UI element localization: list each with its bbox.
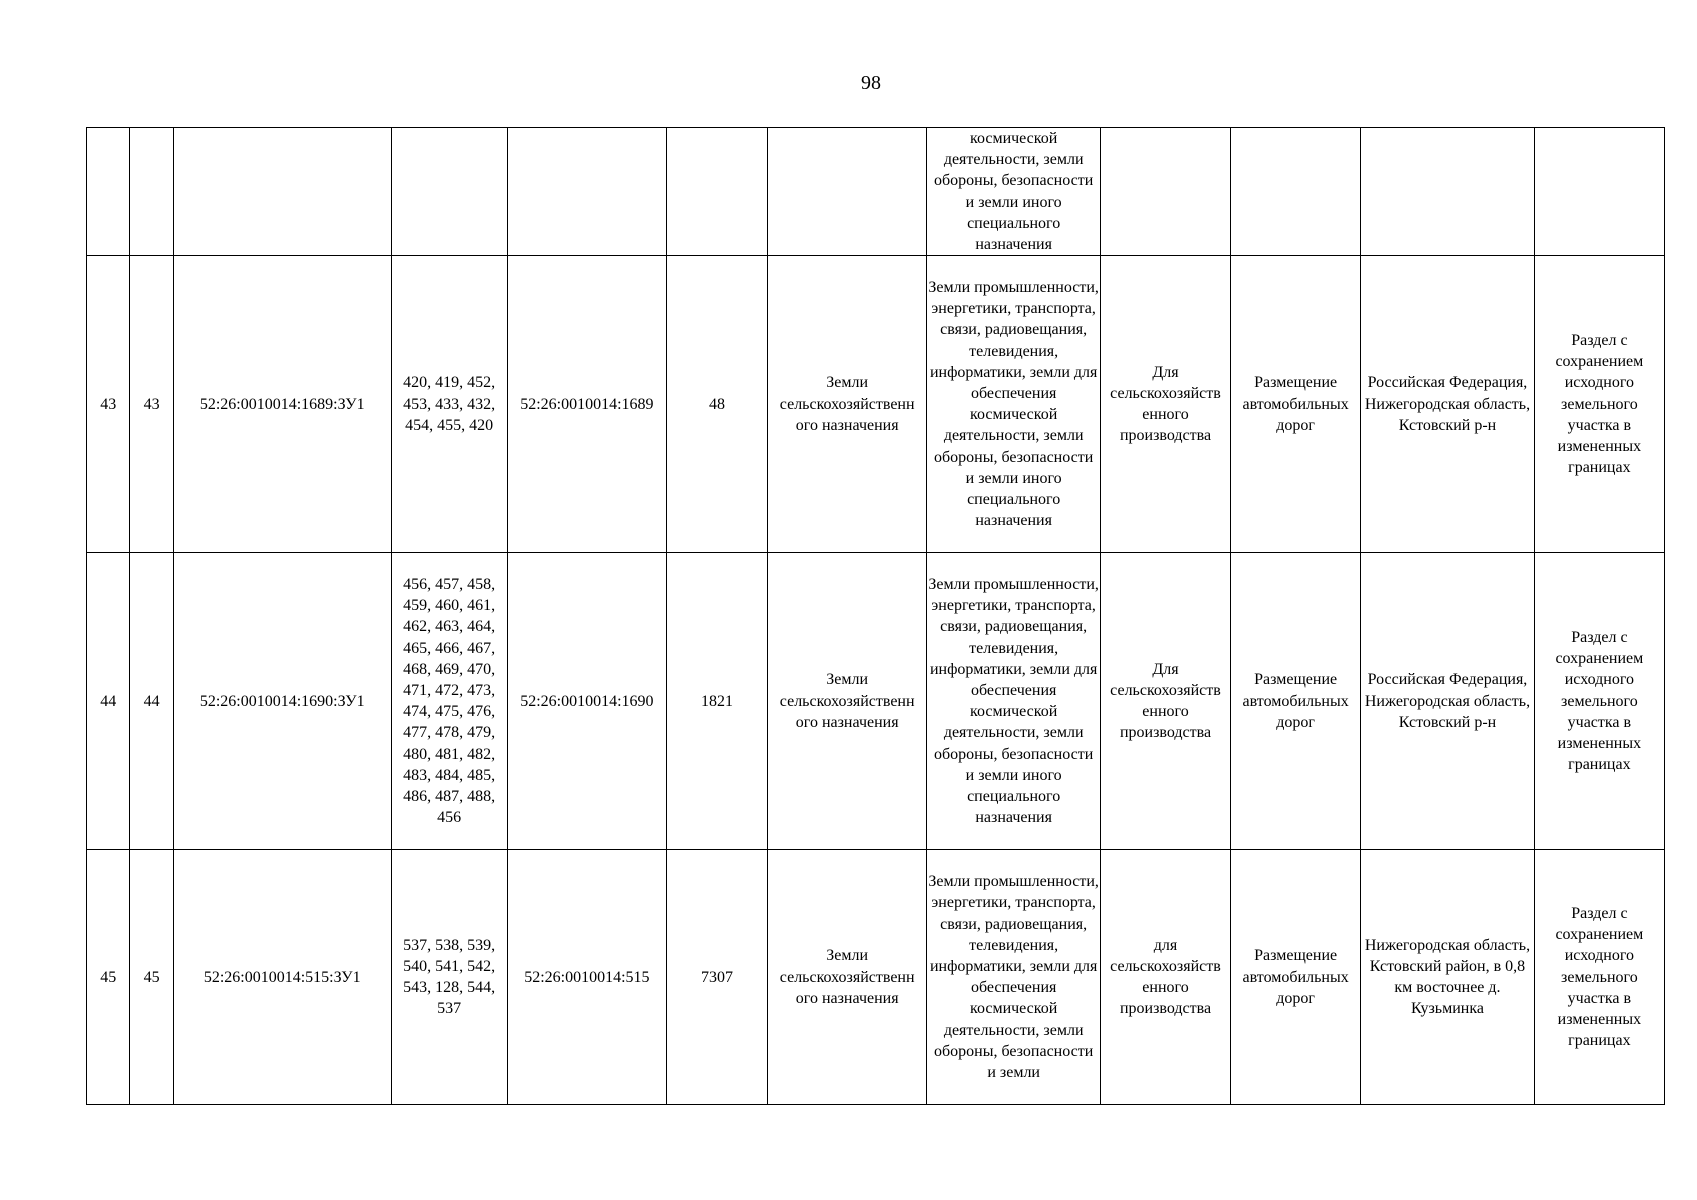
method-cell: Раздел с сохранением исходного земельного участка в измененных границах [1534, 256, 1664, 553]
category-from-cell: Земли сельскохозяйственн ого назначения [767, 850, 926, 1105]
row-number-cell: 44 [130, 553, 173, 850]
row-number-cell: 43 [87, 256, 130, 553]
method-cell: Раздел с сохранением исходного земельного участка в измененных границах [1534, 553, 1664, 850]
category-from-cell: Земли сельскохозяйственн ого назначения [767, 553, 926, 850]
location-cell: Нижегородская область, Кстовский район, в 0,8 км восточнее д. Кузьминка [1361, 850, 1535, 1105]
location-cell: Российская Федерация, Нижегородская область, Кстовский р-н [1361, 553, 1535, 850]
method-cell: Раздел с сохранением исходного земельного участка в измененных границах [1534, 850, 1664, 1105]
category-to-cell: Земли промышленности, энергетики, транспорта, связи, радиовещания, телевидения, информатики, земли для обеспечения космической деятельности, земли обороны, безопасности и земли иного специального назначения [927, 256, 1101, 553]
area-cell: 48 [667, 256, 768, 553]
table-row [87, 128, 1665, 256]
permitted-use-cell: для сельскохозяйств енного производства [1100, 850, 1230, 1105]
location-cell: Российская Федерация, Нижегородская область, Кстовский р-н [1361, 256, 1535, 553]
table-cell [391, 128, 507, 256]
row-number-cell: 45 [87, 850, 130, 1105]
table-row [87, 256, 1665, 553]
points-cell: 420, 419, 452, 453, 433, 432, 454, 455, 420 [391, 256, 507, 553]
source-plot-cell: 52:26:0010014:1690 [507, 553, 666, 850]
table-cell [1361, 128, 1535, 256]
source-plot-cell: 52:26:0010014:1689 [507, 256, 666, 553]
permitted-use-cell: Для сельскохозяйств енного производства [1100, 256, 1230, 553]
purpose-cell: Размещение автомобильных дорог [1231, 256, 1361, 553]
points-cell: 456, 457, 458, 459, 460, 461, 462, 463, 464, 465, 466, 467, 468, 469, 470, 471, 472, 473, 474, 475, 476, 477, 478, 479, 480, 481, 482, 483, 484, 485, 486, 487, 488, 456 [391, 553, 507, 850]
new-plot-cell: 52:26:0010014:1689:ЗУ1 [173, 256, 391, 553]
page-number: 98 [861, 72, 881, 94]
permitted-use-cell: Для сельскохозяйств енного производства [1100, 553, 1230, 850]
new-plot-cell: 52:26:0010014:1690:ЗУ1 [173, 553, 391, 850]
table-cell [667, 128, 768, 256]
table-cell [767, 128, 926, 256]
table-cell [507, 128, 666, 256]
new-plot-cell: 52:26:0010014:515:ЗУ1 [173, 850, 391, 1105]
purpose-cell: Размещение автомобильных дорог [1231, 553, 1361, 850]
table-cell [87, 128, 130, 256]
points-cell: 537, 538, 539, 540, 541, 542, 543, 128, 544, 537 [391, 850, 507, 1105]
area-cell: 7307 [667, 850, 768, 1105]
land-plots-table [86, 127, 1665, 1105]
table-row [87, 553, 1665, 850]
table-cell [1534, 128, 1664, 256]
table-cell [1231, 128, 1361, 256]
category-to-cell: Земли промышленности, энергетики, транспорта, связи, радиовещания, телевидения, информатики, земли для обеспечения космической деятельности, земли обороны, безопасности и земли [927, 850, 1101, 1105]
source-plot-cell: 52:26:0010014:515 [507, 850, 666, 1105]
category-to-cell: Земли промышленности, энергетики, транспорта, связи, радиовещания, телевидения, информатики, земли для обеспечения космической деятельности, земли обороны, безопасности и земли иного специального назначения [927, 553, 1101, 850]
table-cell [173, 128, 391, 256]
table-row [87, 850, 1665, 1105]
purpose-cell: Размещение автомобильных дорог [1231, 850, 1361, 1105]
category-from-cell: Земли сельскохозяйственн ого назначения [767, 256, 926, 553]
row-number-cell: 45 [130, 850, 173, 1105]
category-to-cell: космической деятельности, земли обороны, безопасности и земли иного специального назначения [927, 128, 1101, 256]
table-cell [1100, 128, 1230, 256]
row-number-cell: 44 [87, 553, 130, 850]
table-cell [130, 128, 173, 256]
area-cell: 1821 [667, 553, 768, 850]
row-number-cell: 43 [130, 256, 173, 553]
